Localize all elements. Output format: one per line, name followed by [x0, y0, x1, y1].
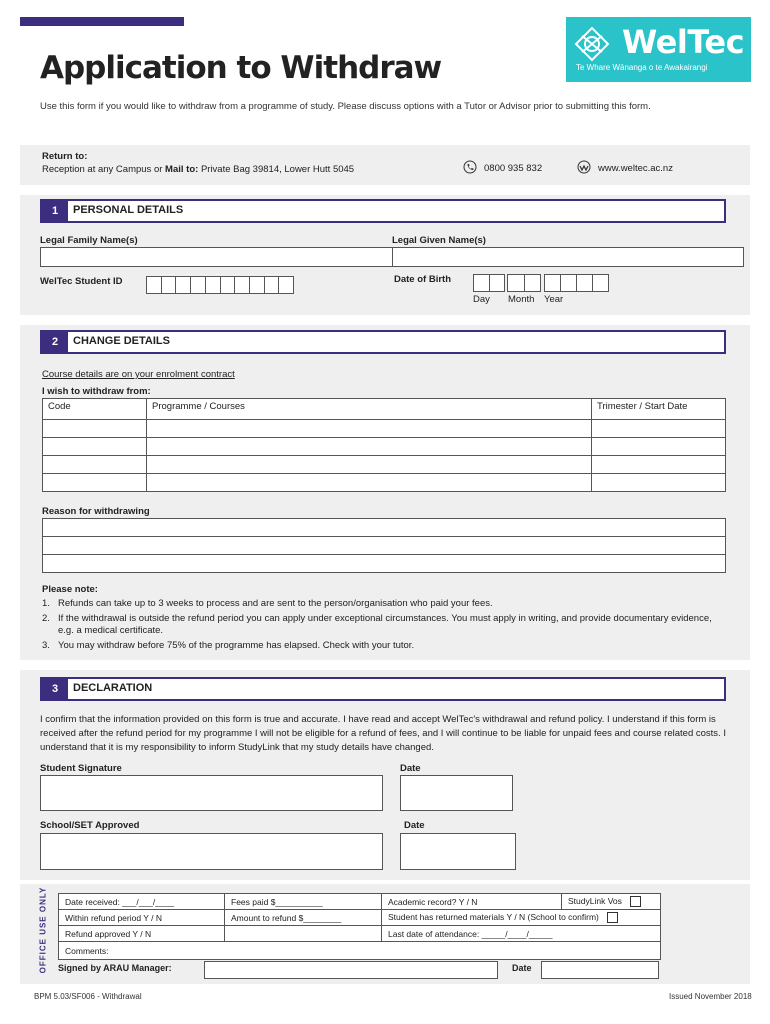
arau-signed-label: Signed by ARAU Manager:	[58, 963, 172, 973]
weltec-logo	[566, 17, 751, 82]
weltec-emblem-icon	[572, 24, 612, 64]
studylink-vos-cell	[562, 894, 661, 910]
amount-to-refund[interactable]: Amount to refund $________	[225, 910, 382, 926]
table-row[interactable]	[43, 456, 726, 474]
return-heading: Return to:	[42, 151, 88, 162]
section-2-header	[40, 330, 726, 354]
arau-date-input[interactable]	[541, 961, 659, 979]
page-title: Application to Withdraw	[40, 50, 442, 86]
return-prefix: Reception at any Campus or	[42, 164, 163, 175]
family-name-label: Legal Family Name(s)	[40, 235, 138, 246]
dob-year-label: Year	[544, 294, 564, 305]
list-item: 2. If the withdrawal is outside the refund period you can apply under exceptional circumstances. You must apply in writing, and provide documentary evidence, e.g. a medical certificate.	[42, 613, 712, 636]
dob-month-input[interactable]	[507, 274, 541, 292]
phone-number: 0800 935 832	[484, 163, 543, 174]
reason-line[interactable]	[43, 537, 726, 555]
section-1-title: PERSONAL DETAILS	[73, 204, 184, 216]
courses-table	[42, 398, 726, 492]
intro-text: Use this form if you would like to withdraw from a programme of study. Please discuss options with a Tutor or Advisor prior to submitting this form.	[40, 101, 651, 112]
mail-address: Private Bag 39814, Lower Hutt 5045	[200, 164, 355, 175]
arau-date-label: Date	[512, 963, 532, 973]
list-item: 3. You may withdraw before 75% of the programme has elapsed. Check with your tutor.	[42, 640, 415, 651]
within-refund-period[interactable]: Within refund period Y / N	[59, 910, 225, 926]
school-approved-label: School/SET Approved	[40, 820, 140, 831]
table-row[interactable]	[43, 438, 726, 456]
signature-date-label: Date	[400, 763, 421, 774]
last-attendance-date[interactable]: Last date of attendance: _____/____/_____	[382, 926, 661, 942]
arau-signature-input[interactable]	[204, 961, 498, 979]
reason-line[interactable]	[43, 555, 726, 573]
footer-form-code: BPM 5.03/SF006 - Withdrawal	[34, 992, 142, 1001]
section-2-title: CHANGE DETAILS	[73, 335, 170, 347]
personal-details-panel	[20, 195, 750, 315]
declaration-text: I confirm that the information provided on this form is true and accurate. I have read and accept WelTec's withdrawal and refund policy. I understand if this form is received after the refund period for my programme I will not be eligible for a refund of fees, and I will continue to be liable for unpaid fees and course related costs. I understand that it is my responsibility to inform StudyLink that my study details have changed.	[40, 714, 726, 753]
section-3-header	[40, 677, 726, 701]
table-row[interactable]	[43, 474, 726, 492]
dob-month-label: Month	[508, 294, 535, 305]
footer-issued: Issued November 2018	[669, 992, 752, 1001]
given-name-label: Legal Given Name(s)	[392, 235, 486, 246]
comments-field[interactable]: Comments:	[59, 942, 661, 960]
fees-paid[interactable]: Fees paid $__________	[225, 894, 382, 910]
studylink-vos-label: StudyLink Vos	[568, 895, 622, 906]
course-note: Course details are on your enrolment contract	[42, 369, 235, 380]
notes-list	[42, 598, 722, 655]
section-2-number: 2	[42, 332, 68, 352]
student-id-label: WelTec Student ID	[40, 276, 123, 287]
list-item: 1. Refunds can take up to 3 weeks to process and are sent to the person/organisation who paid your fees.	[42, 598, 493, 609]
academic-record[interactable]: Academic record? Y / N	[382, 894, 562, 910]
section-3-number: 3	[42, 679, 68, 699]
mail-label: Mail to:	[165, 164, 199, 175]
office-use-label: OFFICE USE ONLY	[38, 886, 48, 974]
date-received[interactable]: Date received: ___/___/____	[59, 894, 225, 910]
reason-label: Reason for withdrawing	[42, 506, 150, 517]
column-code: Code	[43, 399, 147, 420]
returned-materials-checkbox[interactable]	[607, 912, 618, 923]
table-row	[59, 910, 661, 926]
office-use-table	[58, 893, 661, 960]
dob-day-label: Day	[473, 294, 490, 305]
return-line	[42, 164, 354, 175]
website-link[interactable]: www.weltec.ac.nz	[598, 163, 673, 174]
table-header-row	[43, 399, 726, 420]
section-1-header	[40, 199, 726, 223]
reason-line[interactable]	[43, 519, 726, 537]
given-name-input[interactable]	[392, 247, 744, 267]
section-3-title: DECLARATION	[73, 682, 153, 694]
table-row	[59, 926, 661, 942]
return-to-panel	[20, 145, 750, 185]
refund-approved[interactable]: Refund approved Y / N	[59, 926, 225, 942]
returned-materials-cell	[382, 910, 661, 926]
studylink-vos-checkbox[interactable]	[630, 896, 641, 907]
approved-date-label: Date	[404, 820, 425, 831]
table-row[interactable]	[43, 420, 726, 438]
student-signature-label: Student Signature	[40, 763, 122, 774]
logo-tagline: Te Whare Wānanga o te Awakairangi	[576, 63, 708, 72]
top-accent-bar	[20, 17, 184, 26]
column-trimester: Trimester / Start Date	[592, 399, 726, 420]
signature-date-input[interactable]	[400, 775, 513, 811]
logo-wordmark: WelTec	[622, 23, 745, 61]
column-programme: Programme / Courses	[147, 399, 592, 420]
table-row	[59, 894, 661, 910]
returned-materials-label: Student has returned materials Y / N (School to confirm)	[388, 911, 599, 922]
table-row	[59, 942, 661, 960]
school-approved-input[interactable]	[40, 833, 383, 870]
web-icon	[577, 160, 591, 174]
family-name-input[interactable]	[40, 247, 394, 267]
phone-icon	[463, 160, 477, 174]
dob-day-input[interactable]	[473, 274, 505, 292]
dob-label: Date of Birth	[394, 274, 451, 285]
section-1-number: 1	[42, 201, 68, 221]
declaration-panel	[20, 670, 750, 880]
approved-date-input[interactable]	[400, 833, 516, 870]
please-note-label: Please note:	[42, 584, 98, 595]
withdraw-from-label: I wish to withdraw from:	[42, 386, 151, 397]
student-id-input[interactable]	[146, 276, 294, 294]
dob-year-input[interactable]	[544, 274, 609, 292]
student-signature-input[interactable]	[40, 775, 383, 811]
reason-input[interactable]	[42, 518, 726, 573]
